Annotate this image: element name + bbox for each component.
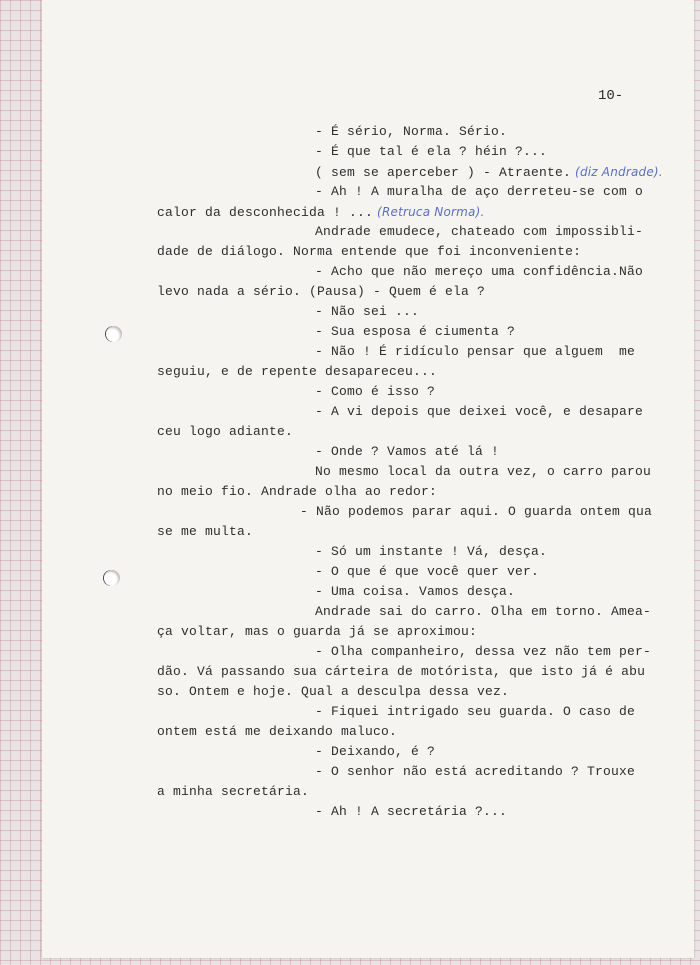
- typed-line: [315, 264, 643, 280]
- typed-line: [157, 424, 293, 440]
- typed-line-text: no meio fio. Andrade olha ao redor:: [157, 484, 438, 499]
- typed-line: [315, 404, 643, 420]
- typed-line-text: - Onde ? Vamos até lá !: [315, 444, 500, 459]
- typed-line: [315, 304, 419, 320]
- typed-line: [315, 164, 663, 181]
- typed-line-text: - A vi depois que deixei você, e desapare: [315, 404, 644, 419]
- typed-line: [315, 704, 635, 720]
- typed-line: [315, 764, 635, 780]
- typed-line-text: levo nada a sério. (Pausa) - Quem é ela ?: [157, 284, 486, 299]
- typed-line-text: - É sério, Norma. Sério.: [315, 124, 508, 139]
- typed-line-text: dão. Vá passando sua cárteira de motórista, que isto já é abu: [157, 664, 646, 679]
- typed-line-text: - Olha companheiro, dessa vez não tem per-: [315, 644, 652, 659]
- typed-line-text: - O que é que você quer ver.: [315, 564, 540, 579]
- typed-line-text: - O senhor não está acreditando ? Trouxe: [315, 764, 636, 779]
- typed-line-text: ontem está me deixando maluco.: [157, 724, 398, 739]
- typed-line: [157, 664, 645, 680]
- typed-line: [157, 784, 309, 800]
- typed-line: [315, 604, 651, 620]
- typed-line-text: - Só um instante ! Vá, desça.: [315, 544, 548, 559]
- typed-line-text: - Acho que não mereço uma confidência.Não: [315, 264, 644, 279]
- typed-line-text: - Não ! É ridículo pensar que alguem me: [315, 344, 636, 359]
- typed-line: [300, 504, 652, 520]
- typed-line: [157, 624, 477, 640]
- typed-line: [157, 484, 437, 500]
- typed-line: [315, 384, 435, 400]
- typed-line: [157, 364, 437, 380]
- typed-line: [315, 744, 435, 760]
- typed-line-text: - É que tal é ela ? héin ?...: [315, 144, 548, 159]
- typed-line-text: so. Ontem e hoje. Qual a desculpa dessa vez.: [157, 684, 510, 699]
- typed-line-text: se me multa.: [157, 524, 254, 539]
- typed-line: [315, 224, 643, 240]
- typed-line: [157, 524, 253, 540]
- typed-line: [315, 804, 507, 820]
- typed-line: [315, 564, 539, 580]
- typed-line: [315, 184, 643, 200]
- typed-line: [315, 584, 515, 600]
- typed-line-text: - Fiquei intrigado seu guarda. O caso de: [315, 704, 636, 719]
- typed-line: [315, 124, 507, 140]
- typed-line-text: dade de diálogo. Norma entende que foi inconveniente:: [157, 244, 582, 259]
- typed-line: [157, 244, 581, 260]
- typed-line: [157, 684, 509, 700]
- typed-line-text: - Deixando, é ?: [315, 744, 436, 759]
- typed-line-text: - Como é isso ?: [315, 384, 436, 399]
- typed-line-text: - Sua esposa é ciumenta ?: [315, 324, 516, 339]
- typed-line-text: Andrade emudece, chateado com impossibli-: [315, 224, 644, 239]
- typed-line-text: - Uma coisa. Vamos desça.: [315, 584, 516, 599]
- typed-line-text: ( sem se aperceber ) - Atraente.: [315, 165, 572, 180]
- typed-line: [157, 284, 485, 300]
- typed-line-text: ceu logo adiante.: [157, 424, 294, 439]
- typed-line-text: - Ah ! A secretária ?...: [315, 804, 508, 819]
- typed-line: [315, 344, 635, 360]
- typed-line: [315, 324, 515, 340]
- typed-line-text: - Não sei ...: [315, 304, 420, 319]
- typed-line: [315, 464, 651, 480]
- typed-line-text: a minha secretária.: [157, 784, 310, 799]
- typed-line-text: seguiu, e de repente desapareceu...: [157, 364, 438, 379]
- page-number: 10-: [598, 88, 624, 104]
- typed-line-text: calor da desconhecida ! ...: [157, 205, 374, 220]
- typed-line-text: - Não podemos parar aqui. O guarda ontem qua: [300, 504, 653, 519]
- typed-line-text: No mesmo local da outra vez, o carro parou: [315, 464, 652, 479]
- typed-line-text: - Ah ! A muralha de aço derreteu-se com o: [315, 184, 644, 199]
- handwritten-note: (Retruca Norma).: [373, 205, 485, 219]
- typed-line: [315, 544, 547, 560]
- typed-line-text: ça voltar, mas o guarda já se aproximou:: [157, 624, 478, 639]
- handwritten-note: (diz Andrade).: [571, 165, 663, 179]
- typed-line: [157, 724, 397, 740]
- typed-line: [157, 204, 484, 221]
- typed-line: [315, 444, 499, 460]
- typed-line: [315, 644, 651, 660]
- typed-line-text: Andrade sai do carro. Olha em torno. Amea-: [315, 604, 652, 619]
- typed-line: [315, 144, 547, 160]
